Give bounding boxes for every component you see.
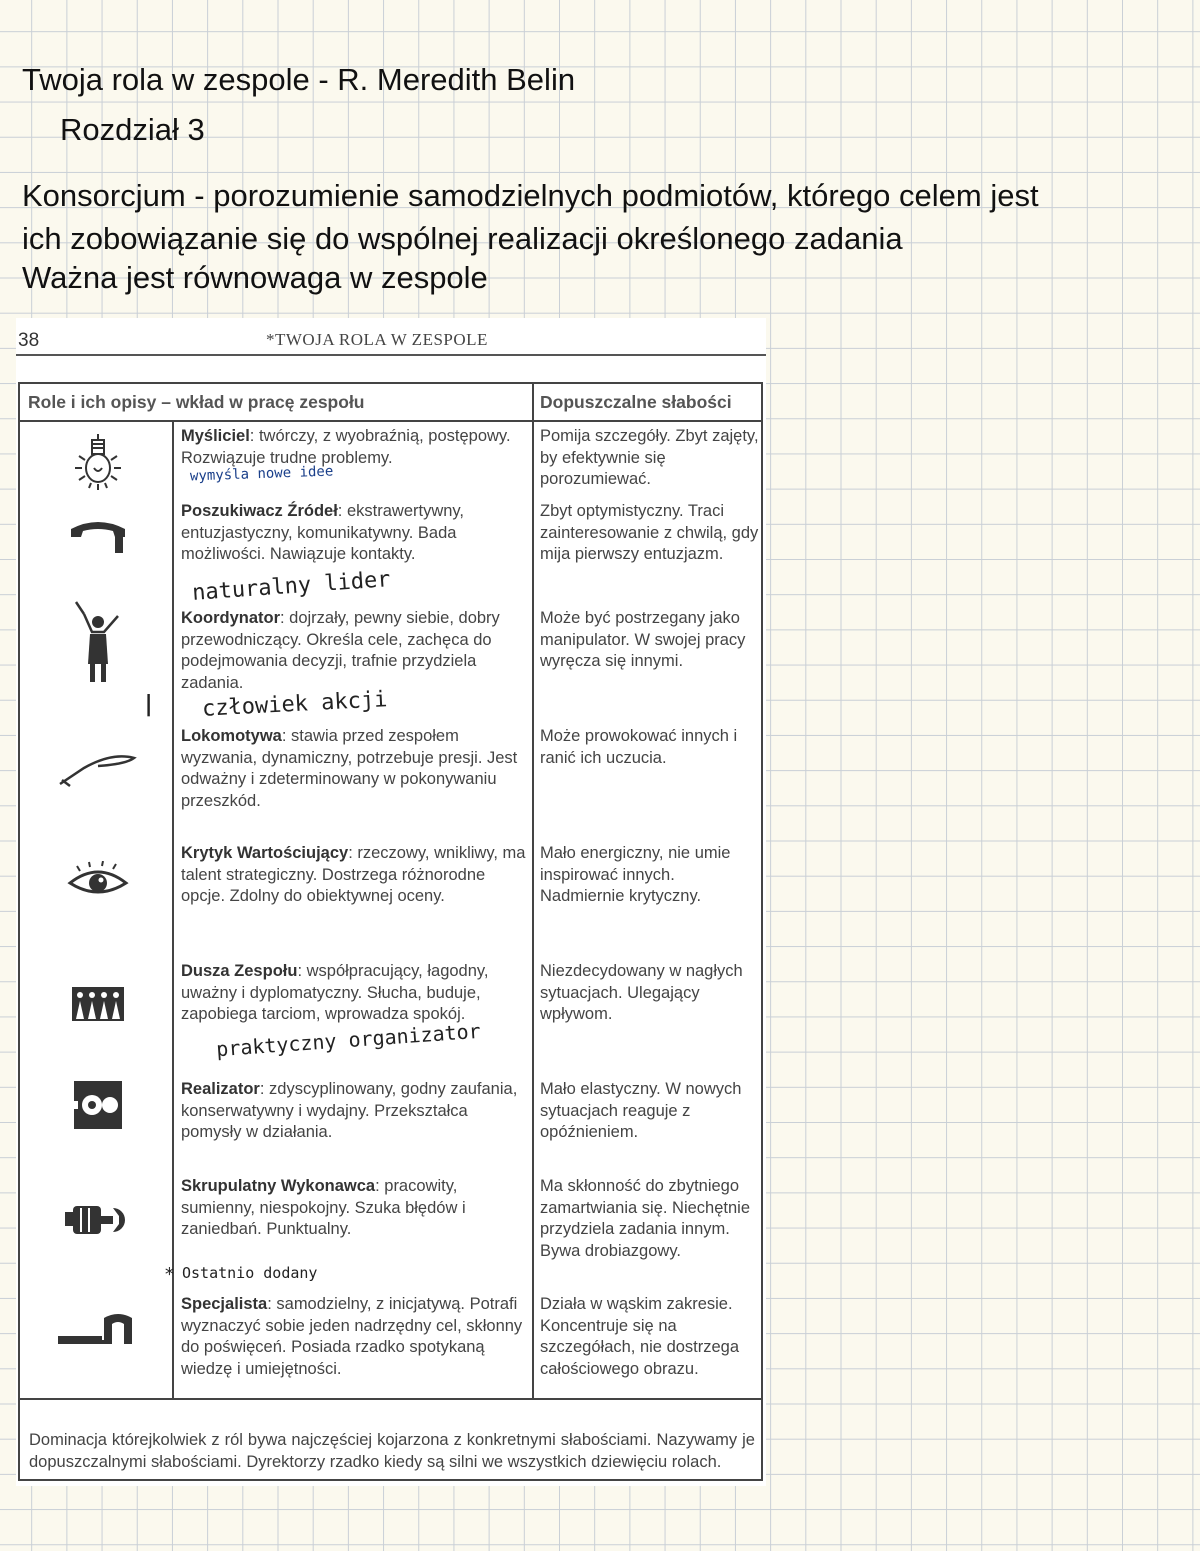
role-weakness: Zbyt optymistyczny. Traci zainteresowanie z chwilą, gdy mija pierwszy entuzjazm. bbox=[540, 502, 759, 563]
role-weakness: Niezdecydowany w nagłych sytuacjach. Ulegający wpływom. bbox=[540, 962, 743, 1023]
handwritten-star: * bbox=[164, 1264, 175, 1285]
role-description: Lokomotywa: stawia przed zespołem wyzwania, dynamiczny, potrzebuje presji. Jest odważny i zdeterminowany w pokonywaniu przeszkód. bbox=[181, 727, 518, 810]
key-icon bbox=[50, 1310, 145, 1350]
role-description: Myśliciel: twórczy, z wyobraźnią, postępowy. Rozwiązuje trudne problemy. bbox=[181, 427, 511, 467]
header-divider bbox=[20, 420, 761, 422]
handwritten-note: Ostatnio dodany bbox=[182, 1264, 318, 1282]
handwritten-note: wymyśla nowe idee bbox=[189, 463, 334, 485]
gear-icon bbox=[50, 1077, 145, 1133]
role-weakness: Mało energiczny, nie umie inspirować innych. Nadmiernie krytyczny. bbox=[540, 844, 731, 905]
role-description: Dusza Zespołu: współpracujący, łagodny, uważny i dyplomatyczny. Słucha, buduje, zapobiega tarciom, wprowadza spokój. bbox=[181, 962, 489, 1023]
icon-column-divider bbox=[172, 420, 174, 1400]
role-description: Krytyk Wartościujący: rzeczowy, wnikliwy, ma talent strategiczny. Dostrzega różnorodne opcje. Zdolny do obiektywnej oceny. bbox=[181, 844, 526, 905]
light-bulb-icon bbox=[50, 430, 145, 498]
notes-subtitle: Rozdział 3 bbox=[60, 112, 205, 147]
footnote-divider bbox=[20, 1398, 761, 1400]
role-description: Skrupulatny Wykonawca: pracowity, sumienny, niespokojny. Szuka błędów i zaniedbań. Punktualny. bbox=[181, 1177, 466, 1238]
role-weakness: Może prowokować innych i ranić ich uczucia. bbox=[540, 727, 738, 767]
role-weakness: Pomija szczegóły. Zbyt zajęty, by efektywnie się porozumiewać. bbox=[540, 427, 759, 488]
role-weakness: Mało elastyczny. W nowych sytuacjach reaguje z opóźnieniem. bbox=[540, 1080, 742, 1141]
notes-paragraph-line-1: Konsorcjum - porozumienie samodzielnych podmiotów, którego celem jest bbox=[22, 178, 1039, 213]
role-description: Specjalista: samodzielny, z inicjatywą. Potrafi wyznaczyć sobie jeden nadrzędny cel, skłonny do poświęceń. Posiada rzadko spotykaną wiedzę i umiejętności. bbox=[181, 1295, 523, 1378]
handwritten-note: naturalny lider bbox=[191, 567, 392, 606]
handwritten-mark: | bbox=[142, 692, 156, 717]
footnote: Dominacja którejkolwiek z ról bywa najczęściej kojarzona z konkretnymi słabościami. Nazywamy je dopuszczalnymi słabościami. Dyrektorzy rzadko kiedy są silni we wszystkich dziewięciu rolach. bbox=[29, 1431, 755, 1471]
column-header-roles: Role i ich opisy – wkład w pracę zespołu bbox=[28, 392, 365, 412]
notes-paragraph-line-2: ich zobowiązanie się do wspólnej realizacji określonego zadania bbox=[22, 221, 903, 256]
role-weakness: Ma skłonność do zbytniego zamartwiania się. Niechętnie przydziela zadania innym. Bywa drobiazgowy. bbox=[540, 1177, 751, 1260]
page-number: 38 bbox=[18, 330, 40, 351]
column-header-weaknesses: Dopuszczalne słabości bbox=[540, 392, 732, 412]
scanned-book-page bbox=[16, 318, 766, 1486]
roles-table bbox=[18, 382, 763, 1481]
header-rule bbox=[16, 354, 766, 356]
eye-icon bbox=[50, 861, 145, 903]
notes-title: Twoja rola w zespole - R. Meredith Belin bbox=[22, 62, 576, 97]
role-description: Poszukiwacz Źródeł: ekstrawertywny, entuzjastyczny, komunikatywny. Bada możliwości. Nawiązuje kontakty. bbox=[181, 502, 465, 563]
role-weakness: Może być postrzegany jako manipulator. W swojej pracy wyręcza się innymi. bbox=[540, 609, 746, 670]
people-group-icon bbox=[50, 985, 145, 1023]
telephone-icon bbox=[50, 519, 145, 555]
weakness-column-divider bbox=[532, 384, 534, 1400]
handwritten-note: praktyczny organizator bbox=[215, 1018, 482, 1062]
role-weakness: Działa w wąskim zakresie. Koncentruje się na szczegółach, nie dostrzega całościowego obrazu. bbox=[540, 1295, 740, 1378]
role-description: Realizator: zdyscyplinowany, godny zaufania, konserwatywny i wydajny. Przekształca pomysły w działania. bbox=[181, 1080, 518, 1141]
handwritten-note: człowiek akcji bbox=[201, 687, 388, 722]
role-description: Koordynator: dojrzały, pewny siebie, dobry przewodniczący. Określa cele, zachęca do podejmowania decyzji, trafnie przydziela zadania. bbox=[181, 609, 500, 692]
fist-wrench-icon bbox=[50, 1200, 145, 1240]
conductor-icon bbox=[50, 598, 145, 688]
notes-paragraph-line-3: Ważna jest równowaga w zespole bbox=[22, 260, 488, 295]
running-head: *TWOJA ROLA W ZESPOLE bbox=[266, 330, 488, 349]
whip-icon bbox=[50, 740, 145, 790]
